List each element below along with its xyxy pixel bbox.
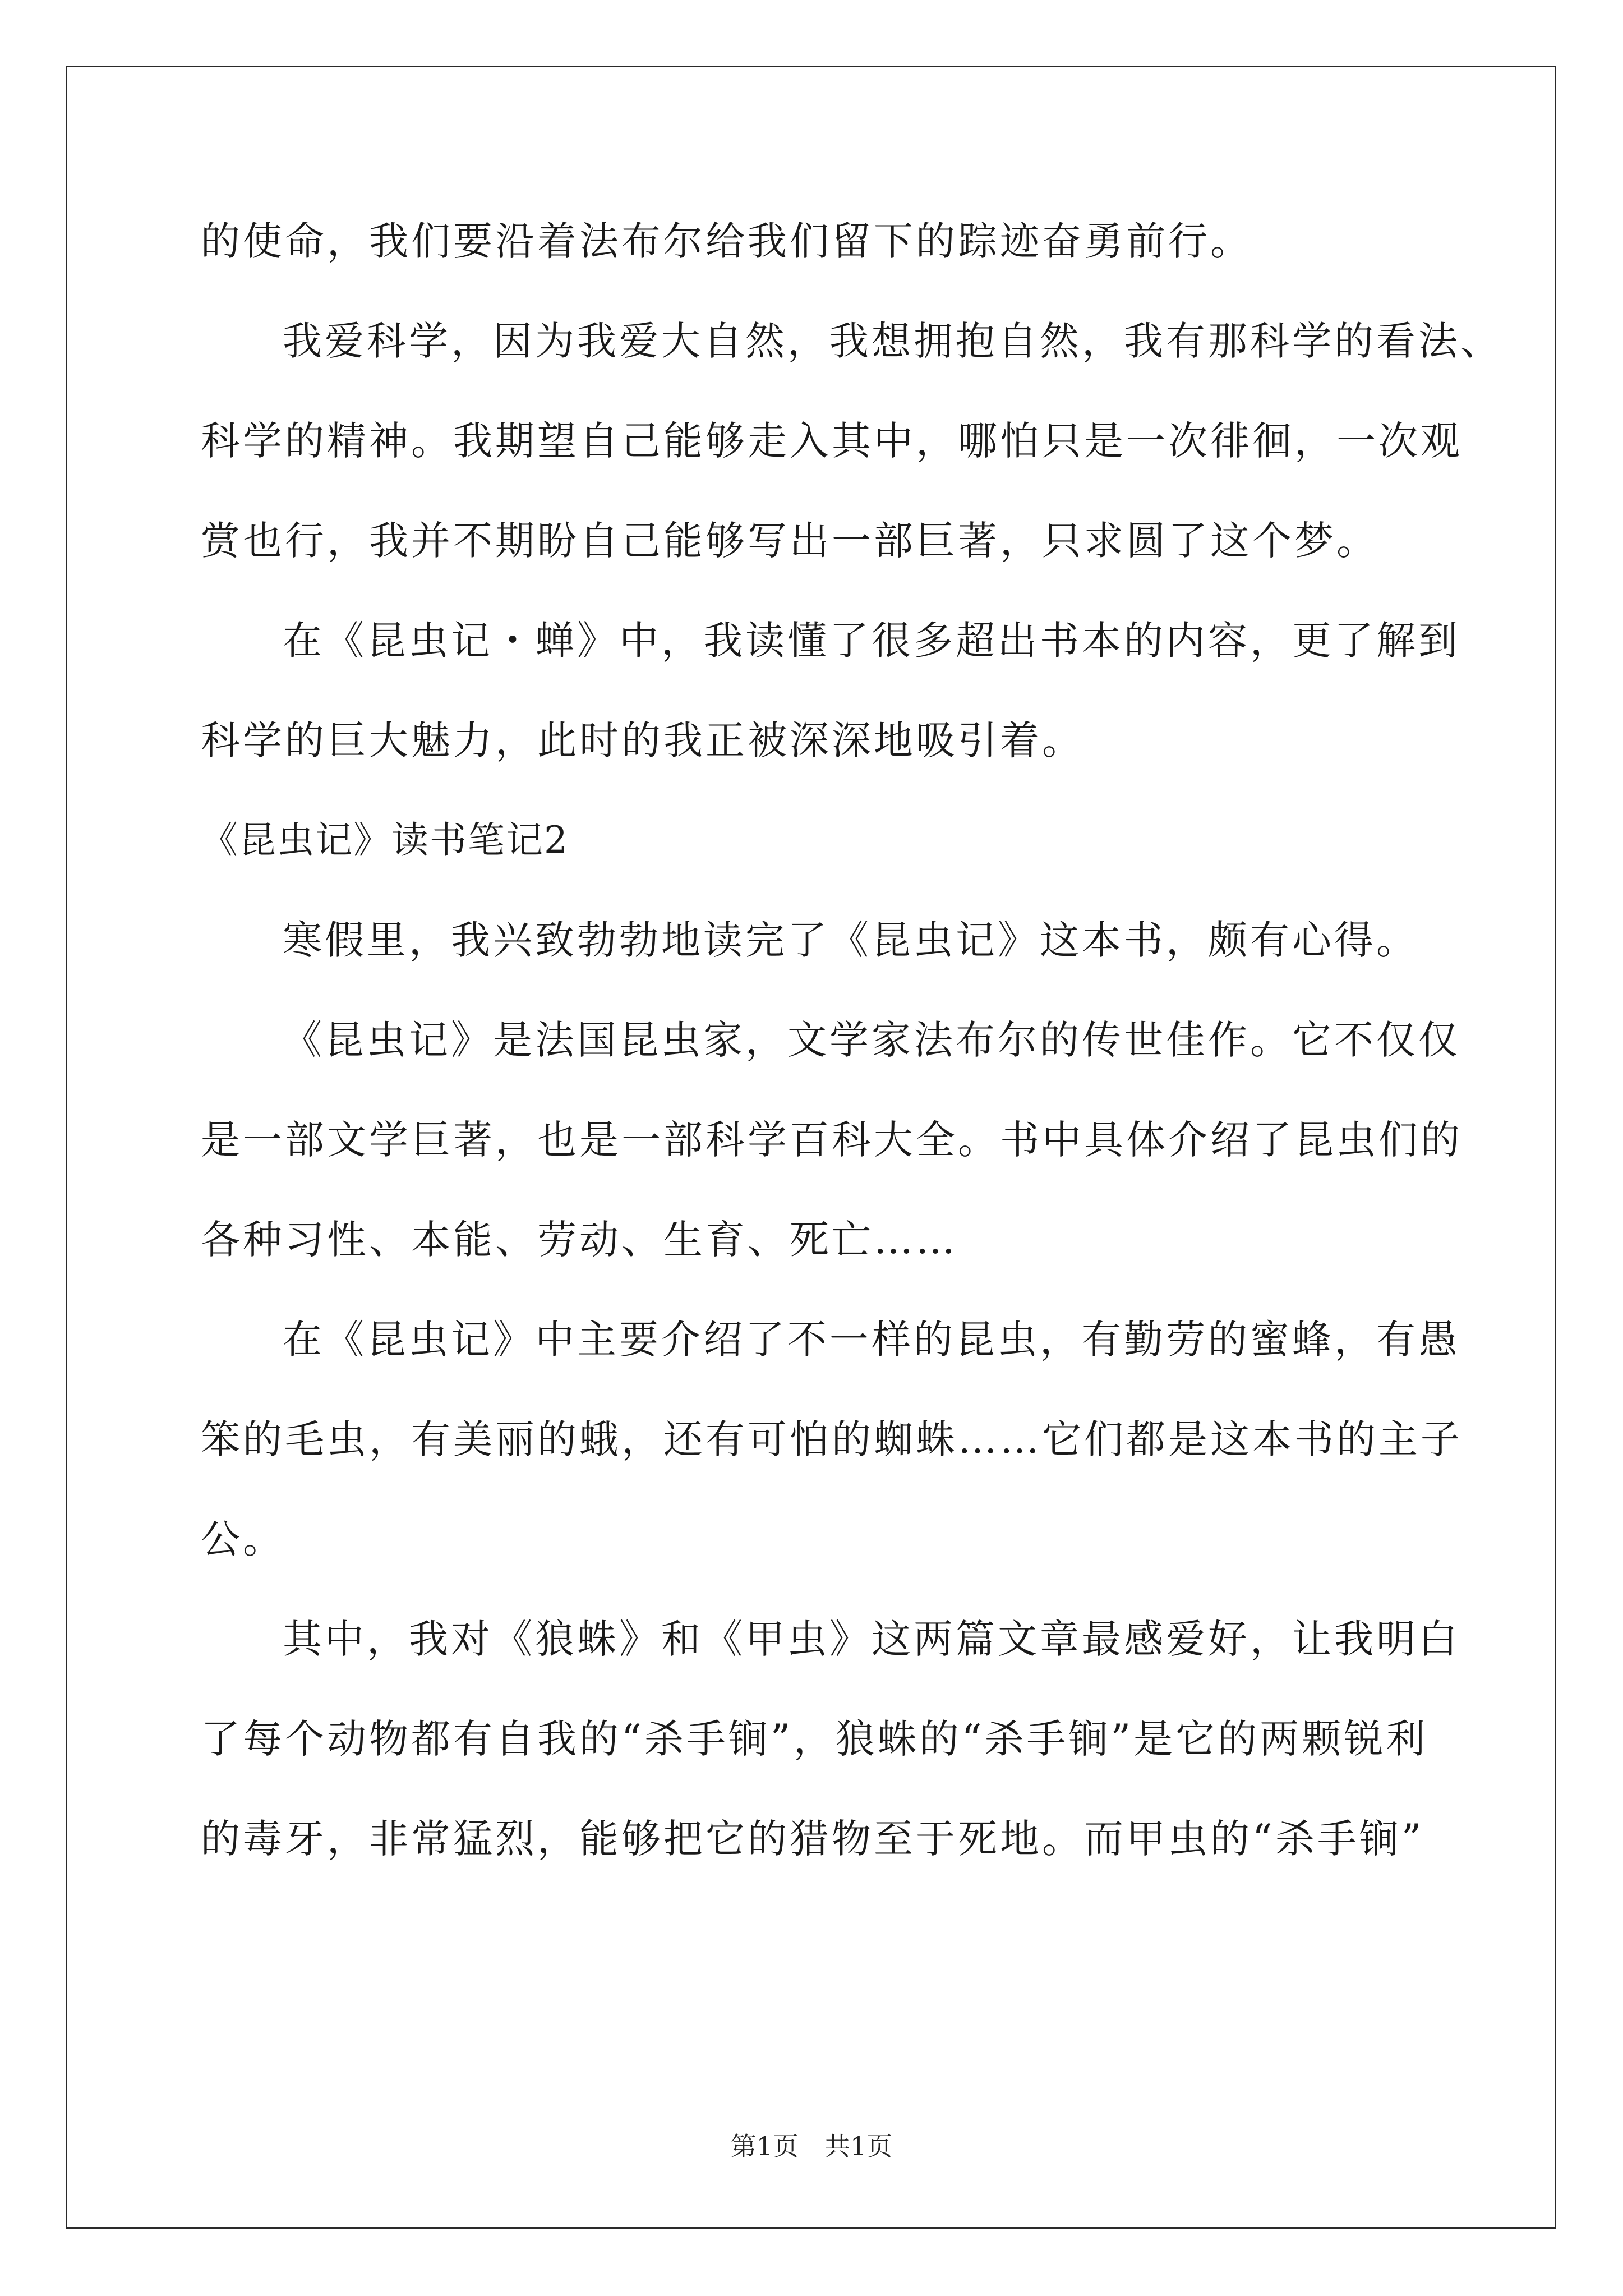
- text-line: 科学的精神。我期望自己能够走入其中，哪怕只是一次徘徊，一次观: [201, 418, 1463, 464]
- text-line: 其中，我对《狼蛛》和《甲虫》这两篇文章最感爱好，让我明白: [283, 1616, 1460, 1662]
- section-heading: 《昆虫记》读书笔记2: [201, 818, 569, 862]
- text-line: 各种习性、本能、劳动、生育、死亡……: [201, 1217, 958, 1263]
- text-line: 的使命，我们要沿着法布尔给我们留下的踪迹奋勇前行。: [201, 218, 1252, 264]
- text-line: 科学的巨大魅力，此时的我正被深深地吸引着。: [201, 717, 1084, 763]
- text-line: 《昆虫记》是法国昆虫家，文学家法布尔的传世佳作。它不仅仅: [283, 1017, 1460, 1063]
- text-line: 在《昆虫记・蝉》中，我读懂了很多超出书本的内容，更了解到: [283, 618, 1460, 664]
- text-line: 我爱科学，因为我爱大自然，我想拥抱自然，我有那科学的看法、: [283, 318, 1502, 364]
- text-line: 公。: [201, 1516, 285, 1562]
- text-line: 笨的毛虫，有美丽的蛾，还有可怕的蜘蛛……它们都是这本书的主子: [201, 1416, 1463, 1462]
- text-line: 是一部文学巨著，也是一部科学百科大全。书中具体介绍了昆虫们的: [201, 1117, 1463, 1163]
- text-line: 在《昆虫记》中主要介绍了不一样的昆虫，有勤劳的蜜蜂，有愚: [283, 1317, 1460, 1363]
- page-footer: 第1页 共1页: [730, 2131, 893, 2161]
- text-line: 赏也行，我并不期盼自己能够写出一部巨著，只求圆了这个梦。: [201, 518, 1378, 564]
- text-line: 寒假里，我兴致勃勃地读完了《昆虫记》这本书，颇有心得。: [283, 917, 1418, 963]
- text-line: 的毒牙，非常猛烈，能够把它的猎物至于死地。而甲虫的“杀手锏”: [201, 1816, 1424, 1862]
- text-line: 了每个动物都有自我的“杀手锏”，狼蛛的“杀手锏”是它的两颗锐利: [201, 1716, 1428, 1762]
